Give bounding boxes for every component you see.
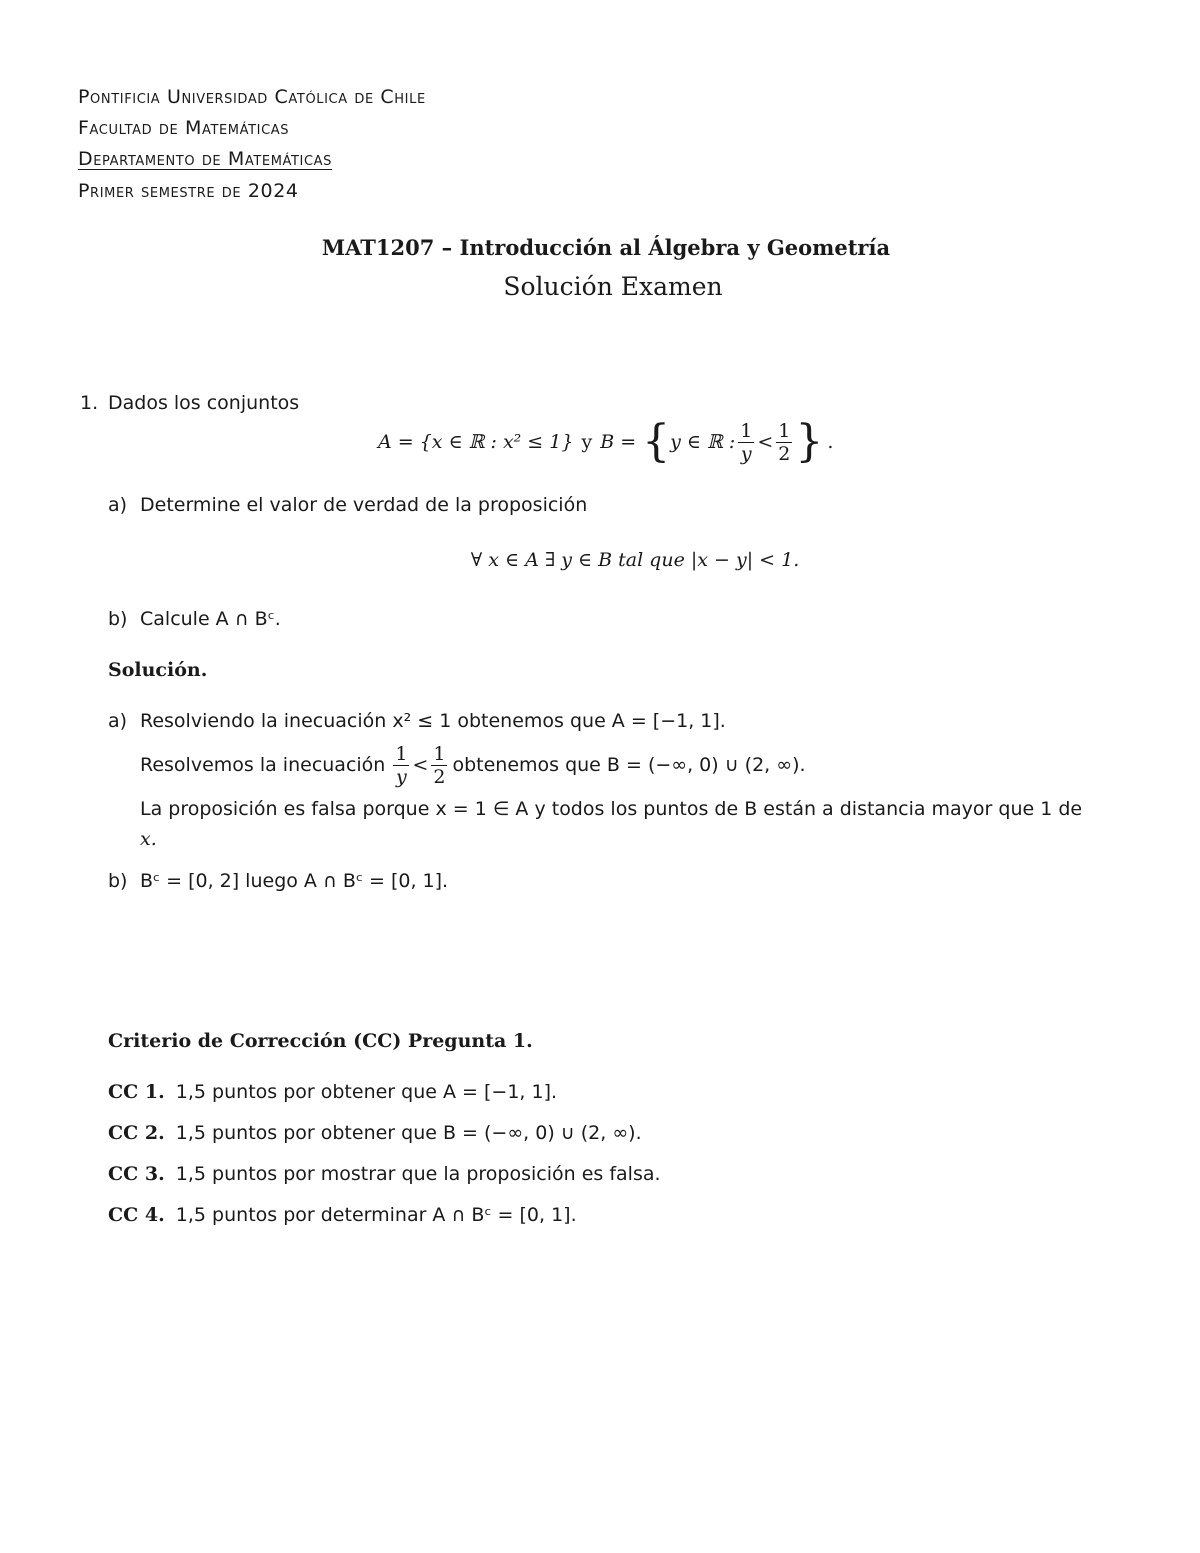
fraction-denominator: y xyxy=(396,765,407,788)
fraction-denominator: 2 xyxy=(778,442,791,465)
faculty-name: Facultad de Matemáticas xyxy=(78,117,290,139)
fraction-1-over-2 xyxy=(431,743,447,788)
part-b-label: b) xyxy=(108,608,128,630)
question-number: 1. xyxy=(80,392,99,414)
criteria-item xyxy=(108,1163,661,1185)
course-title: MAT1207 – Introducción al Álgebra y Geometría xyxy=(321,235,891,260)
solution-a-line2 xyxy=(140,740,806,790)
criteria-text: 1,5 puntos por obtener que B = (−∞, 0) ∪ (2, ∞). xyxy=(175,1122,642,1144)
solution-b-line: Bᶜ = [0, 2] luego A ∩ Bᶜ = [0, 1]. xyxy=(140,870,449,892)
fraction-1-over-2 xyxy=(776,420,792,465)
fraction-numerator: 1 xyxy=(740,419,753,442)
criteria-text: 1,5 puntos por mostrar que la proposición es falsa. xyxy=(175,1163,661,1185)
proposition: ∀ x ∈ A ∃ y ∈ B tal que |x − y| < 1. xyxy=(470,549,800,571)
criteria-item xyxy=(108,1081,557,1103)
semester: Primer semestre de 2024 xyxy=(78,180,299,202)
criteria-label: CC 1. xyxy=(108,1081,165,1103)
set-b-prefix: B = xyxy=(600,431,637,453)
right-brace: } xyxy=(795,416,824,467)
solution-a-label: a) xyxy=(108,710,128,732)
fraction-denominator: y xyxy=(740,442,752,465)
solution-b-label: b) xyxy=(108,870,128,892)
criteria-heading: Criterio de Corrección (CC) Pregunta 1. xyxy=(108,1030,533,1052)
criteria-item xyxy=(108,1204,577,1226)
exam-subtitle: Solución Examen xyxy=(503,272,723,301)
university-name: Pontificia Universidad Católica de Chile xyxy=(78,86,426,108)
criteria-text: 1,5 puntos por determinar A ∩ Bᶜ = [0, 1]. xyxy=(175,1204,577,1226)
less-than: < xyxy=(412,754,429,776)
fraction-numerator: 1 xyxy=(778,419,791,442)
part-a-label: a) xyxy=(108,494,128,516)
criteria-label: CC 2. xyxy=(108,1122,165,1144)
fraction-numerator: 1 xyxy=(433,742,446,765)
fraction-1-over-y xyxy=(738,420,754,465)
solution-a-line1: Resolviendo la inecuación x² ≤ 1 obtenemos que A = [−1, 1]. xyxy=(140,710,726,732)
sets-end: . xyxy=(827,431,834,453)
solution-heading: Solución. xyxy=(108,659,208,681)
criteria-label: CC 4. xyxy=(108,1204,165,1226)
part-a-text: Determine el valor de verdad de la proposición xyxy=(140,494,588,516)
criteria-item xyxy=(108,1122,642,1144)
criteria-text: 1,5 puntos por obtener que A = [−1, 1]. xyxy=(175,1081,558,1103)
sets-joiner: y xyxy=(581,431,593,453)
set-b-inner: y ∈ ℝ : xyxy=(670,431,736,453)
department-name: Departamento de Matemáticas xyxy=(78,148,333,170)
solution-a-line4: x. xyxy=(140,828,157,850)
fraction-1-over-y xyxy=(393,743,409,788)
part-b-text: Calcule A ∩ Bᶜ. xyxy=(140,608,281,630)
less-than: < xyxy=(757,431,774,453)
fraction-numerator: 1 xyxy=(395,742,408,765)
solution-a-line3: La proposición es falsa porque x = 1 ∈ A y todos los puntos de B están a distancia mayor que 1 de xyxy=(140,798,1083,820)
sets-definition xyxy=(378,412,833,472)
left-brace: { xyxy=(642,416,671,467)
solution-a-line2-suffix: obtenemos que B = (−∞, 0) ∪ (2, ∞). xyxy=(452,754,806,776)
set-a-definition: A = {x ∈ ℝ : x² ≤ 1} xyxy=(378,431,574,453)
question-intro: Dados los conjuntos xyxy=(108,392,300,414)
solution-a-line2-prefix: Resolvemos la inecuación xyxy=(140,754,386,776)
fraction-denominator: 2 xyxy=(433,765,446,788)
criteria-label: CC 3. xyxy=(108,1163,165,1185)
